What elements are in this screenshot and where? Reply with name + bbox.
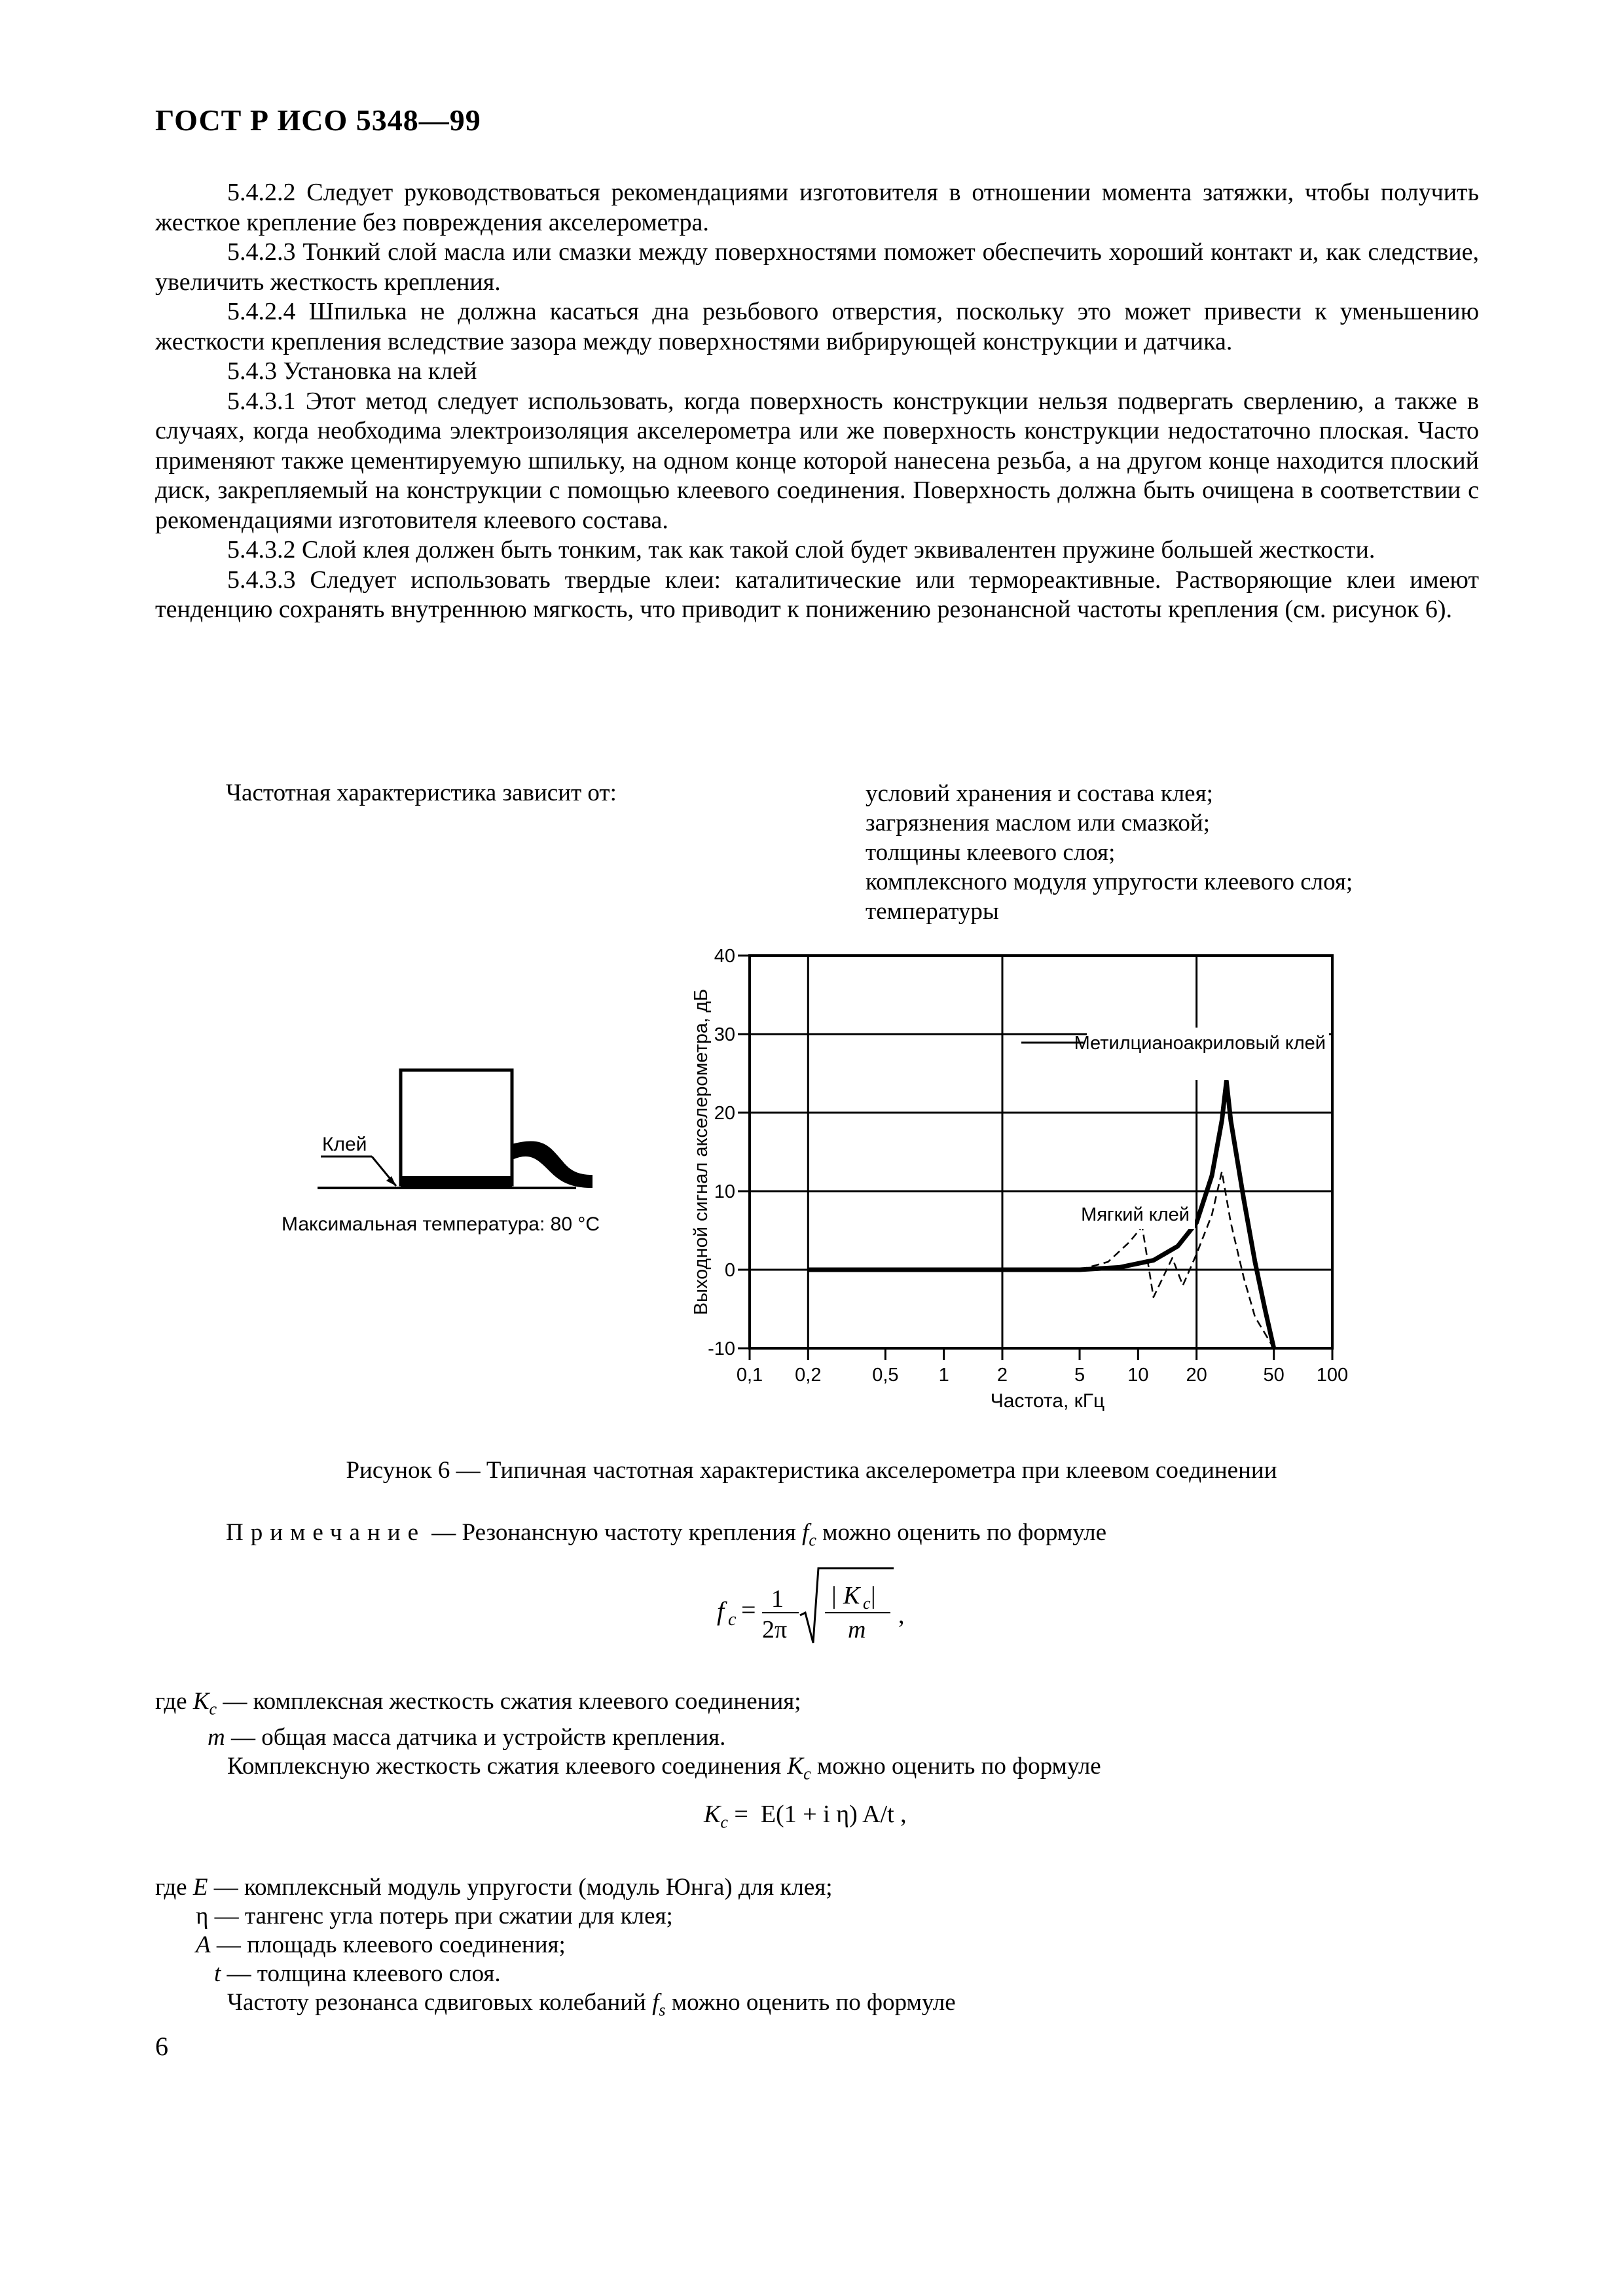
formula1-inner-num-tail: |: [871, 1582, 876, 1609]
dependency-item: комплексного модуля упругости клеевого слоя;: [866, 869, 1353, 895]
paragraph-5-4-3-2: 5.4.3.2 Слой клея должен быть тонким, так как такой слой будет эквивалентен пружине большей жесткости.: [227, 536, 1376, 564]
series-label-methylcyanoacrylate: Метилцианоакриловый клей: [1074, 1033, 1326, 1054]
formula1-lhs-sub: c: [728, 1609, 737, 1630]
paragraph-5-4-3: 5.4.3 Установка на клей: [227, 357, 477, 385]
note-symbol: $f_c$: [802, 1519, 816, 1550]
page-header: ГОСТ Р ИСО 5348—99: [155, 103, 481, 137]
x-tick-label: 50: [1263, 1365, 1285, 1386]
accelerometer-body: [401, 1070, 512, 1185]
chart-series: [808, 1043, 1273, 1348]
dependency-item: толщины клеевого слоя;: [866, 839, 1116, 866]
definition-eta: η — тангенс угла потерь при сжатии для клея;: [196, 1903, 673, 1929]
chart-ticks: [708, 946, 1348, 1386]
x-tick-label: 20: [1186, 1365, 1207, 1386]
formula1-num: 1: [771, 1585, 784, 1613]
dependency-item: загрязнения маслом или смазкой;: [866, 810, 1210, 836]
fs-intro: Частоту резонанса сдвиговых колебаний $f_s$ можно оценить по формуле: [227, 1989, 956, 2020]
formula1-inner-sub: c: [863, 1594, 871, 1613]
x-tick-label: 1: [938, 1365, 949, 1386]
chart-y-axis-label: Выходной сигнал акселерометра, дБ: [691, 988, 712, 1316]
paragraph-5-4-2-3: 5.4.2.3 Тонкий слой масла или смазки между поверхностями поможет обеспечить хороший контакт и, как следствие, увеличить жесткость крепления.: [155, 238, 1479, 296]
y-tick-label: -10: [708, 1338, 735, 1359]
note-text: — Резонансную частоту крепления: [431, 1519, 796, 1546]
paragraph-5-4-3-3: 5.4.3.3 Следует использовать твердые клеи: каталитические или термореактивные. Растворяющие клеи имеют тенденцию сохранять внутреннюю мягкость, что приводит к понижению резонансной частоты крепления (см. рисунок 6).: [155, 565, 1479, 623]
y-tick-label: 30: [714, 1024, 735, 1045]
formula1-den: 2π: [762, 1616, 788, 1643]
x-tick-label: 5: [1074, 1365, 1085, 1386]
x-tick-label: 10: [1127, 1365, 1149, 1386]
x-tick-label: 2: [996, 1365, 1008, 1386]
formula1-inner-num: | K: [830, 1582, 860, 1609]
definition-e: где E — комплексный модуль упругости (модуль Юнга) для клея;: [155, 1874, 833, 1901]
frequency-response-chart: [691, 946, 1348, 1412]
series-line-methylcyanoacrylate: [808, 1081, 1273, 1348]
x-tick-label: 0,1: [736, 1365, 763, 1386]
paragraph-5-4-2-4: 5.4.2.4 Шпилька не должна касаться дна резьбового отверстия, поскольку это может привести к уменьшению жесткости крепления вследствие зазора между поверхностями вибрирующей конструкции и датчика.: [155, 298, 1479, 355]
max-temperature-label: Максимальная температура: 80 °С: [282, 1213, 600, 1235]
chart-x-axis-label: Частота, кГц: [990, 1390, 1105, 1412]
figure-caption: Рисунок 6 — Типичная частотная характеристика акселерометра при клеевом соединении: [346, 1457, 1277, 1484]
formula1-lhs: f: [717, 1596, 725, 1626]
x-tick-label: 100: [1316, 1365, 1349, 1386]
note-label: Примечание: [226, 1519, 426, 1546]
dependency-intro: Частотная характеристика зависит от:: [226, 780, 617, 806]
paragraph-5-4-2-2: 5.4.2.2 Следует руководствоваться рекомендациями изготовителя в отношении момента затяжки, чтобы получить жесткое крепление без повреждения акселерометра.: [155, 179, 1479, 236]
note-line: [226, 1518, 1106, 1550]
formula1-inner-den: m: [848, 1616, 866, 1643]
x-tick-label: 0,5: [872, 1365, 899, 1386]
accelerometer-diagram: [282, 1070, 600, 1235]
formula-complex-stiffness: [704, 1800, 907, 1833]
cable-icon: [512, 1141, 593, 1188]
formula2-rhs: = E(1 + i η) A/t ,: [734, 1801, 907, 1828]
glue-pointer-arrowhead: [386, 1176, 396, 1186]
y-tick-label: 20: [714, 1103, 735, 1124]
chart-grid: [750, 956, 1332, 1348]
dependency-item: условий хранения и состава клея;: [866, 780, 1213, 807]
series-label-soft-glue: Мягкий клей: [1081, 1204, 1190, 1225]
x-tick-label: 0,2: [795, 1365, 822, 1386]
y-tick-label: 40: [714, 946, 735, 967]
dependency-item: температуры: [866, 898, 999, 925]
definition-m: m — общая масса датчика и устройств крепления.: [208, 1724, 726, 1751]
definition-a: A — площадь клеевого соединения;: [196, 1931, 566, 1958]
page-number: 6: [155, 2032, 168, 2061]
definition-kc: где $K_c$ — комплексная жесткость сжатия клеевого соединения;: [155, 1688, 801, 1719]
glue-layer: [401, 1176, 512, 1187]
paragraph-5-4-3-1: 5.4.3.1 Этот метод следует использовать, когда поверхность конструкции нельзя подвергать сверлению, а также в случаях, когда необходима электроизоляция акселерометра или же поверхность конструкции недостаточно плоская. Часто применяют также цементируемую шпильку, на одном конце которой нанесена резьба, а на другом конце находится плоский диск, закрепляемый на конструкции с помощью клеевого соединения. Поверхность должна быть очищена в соответствии с рекомендациями изготовителя клеевого состава.: [155, 387, 1479, 534]
chart-plot-frame: [750, 956, 1332, 1348]
note-tail: можно оценить по формуле: [822, 1519, 1106, 1546]
kc-intro: Комплексную жесткость сжатия клеевого соединения $K_c$ можно оценить по формуле: [227, 1753, 1101, 1784]
formula1-comma: ,: [898, 1602, 905, 1629]
definitions-1: [155, 1687, 1101, 1789]
formula1-equals: =: [741, 1595, 756, 1624]
y-tick-label: 0: [724, 1260, 735, 1281]
formula2-lhs-sub: c: [720, 1812, 728, 1832]
formula-resonance-frequency: [714, 1558, 936, 1656]
glue-label: Клей: [322, 1134, 367, 1155]
formula2-lhs: K: [704, 1801, 721, 1828]
definitions-2: [155, 1873, 956, 2024]
definition-t: t — толщина клеевого слоя.: [214, 1960, 501, 1987]
y-tick-label: 10: [714, 1181, 735, 1202]
